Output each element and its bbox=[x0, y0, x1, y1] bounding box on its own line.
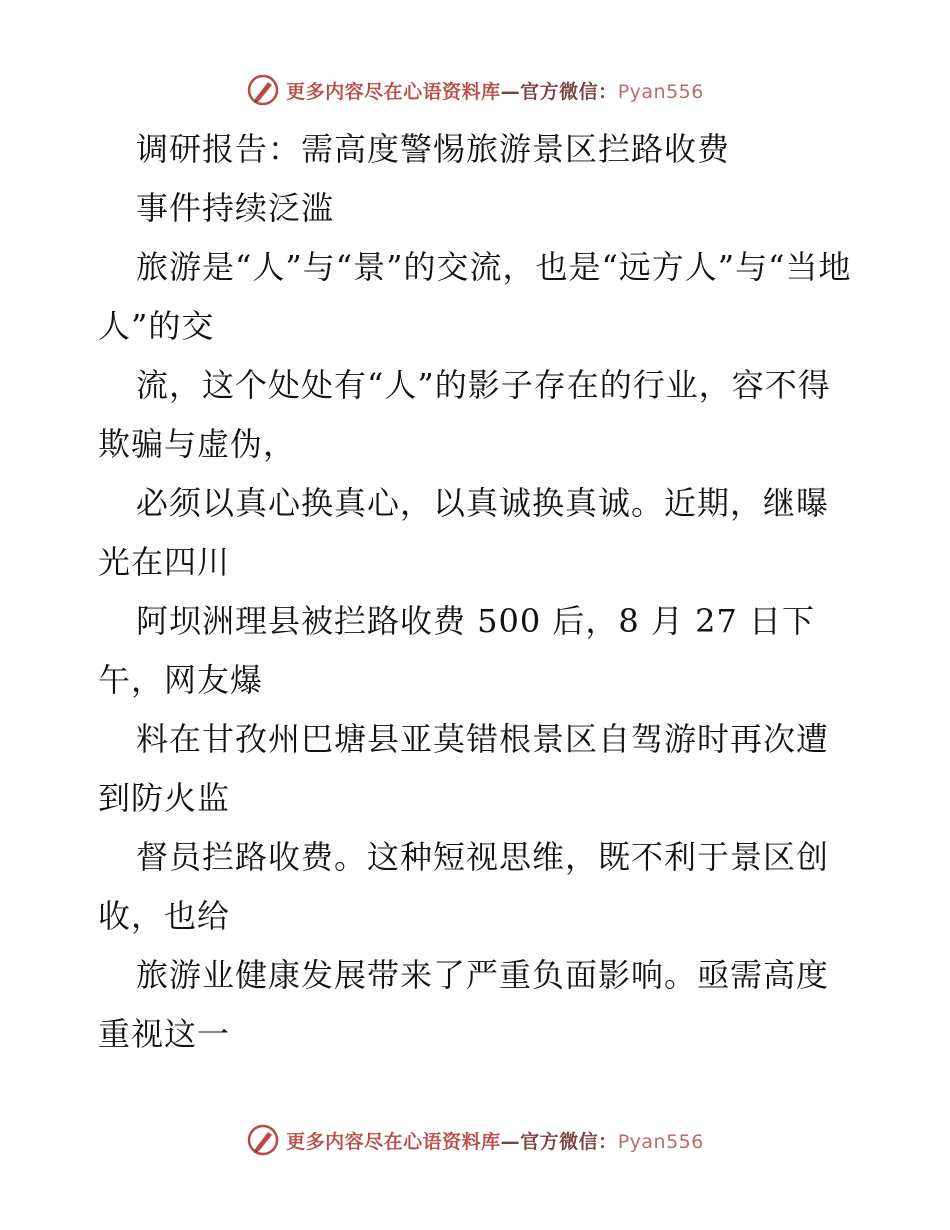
banner-wechat-label: —官方微信： bbox=[500, 1130, 618, 1153]
doc-line-5: 必须以真心换真心，以真诚换真诚。近期，继曝光在四川 bbox=[98, 484, 830, 581]
document-body bbox=[98, 120, 858, 1064]
doc-line-8: 督员拦路收费。这种短视思维，既不利于景区创收，也给 bbox=[98, 838, 830, 935]
banner-text bbox=[286, 77, 704, 104]
pen-logo-icon bbox=[246, 73, 280, 107]
banner-text bbox=[286, 1127, 704, 1154]
banner-wechat-id: Pyan556 bbox=[617, 80, 704, 103]
doc-line-3: 旅游是“人”与“景”的交流，也是“远方人”与“当地人”的交 bbox=[98, 248, 852, 345]
doc-line-6: 阿坝洲理县被拦路收费 500 后，8 月 27 日下午，网友爆 bbox=[98, 602, 816, 699]
doc-line-4: 流，这个处处有“人”的影子存在的行业，容不得欺骗与虚伪， bbox=[98, 366, 831, 463]
doc-line-2: 事件持续泛滥 bbox=[136, 189, 335, 227]
banner-wechat-label: —官方微信： bbox=[500, 80, 618, 103]
footer-banner bbox=[0, 1120, 950, 1160]
banner-site-name: 更多内容尽在心语资料库 bbox=[286, 1130, 501, 1153]
doc-line-9: 旅游业健康发展带来了严重负面影响。亟需高度重视这一 bbox=[98, 956, 830, 1053]
header-banner bbox=[0, 70, 950, 110]
banner-site-name: 更多内容尽在心语资料库 bbox=[286, 80, 501, 103]
banner-wechat-id: Pyan556 bbox=[617, 1130, 704, 1153]
pen-logo-icon bbox=[246, 1123, 280, 1157]
doc-line-1: 调研报告：需高度警惕旅游景区拦路收费 bbox=[136, 130, 731, 168]
doc-line-7: 料在甘孜州巴塘县亚莫错根景区自驾游时再次遭到防火监 bbox=[98, 720, 830, 817]
